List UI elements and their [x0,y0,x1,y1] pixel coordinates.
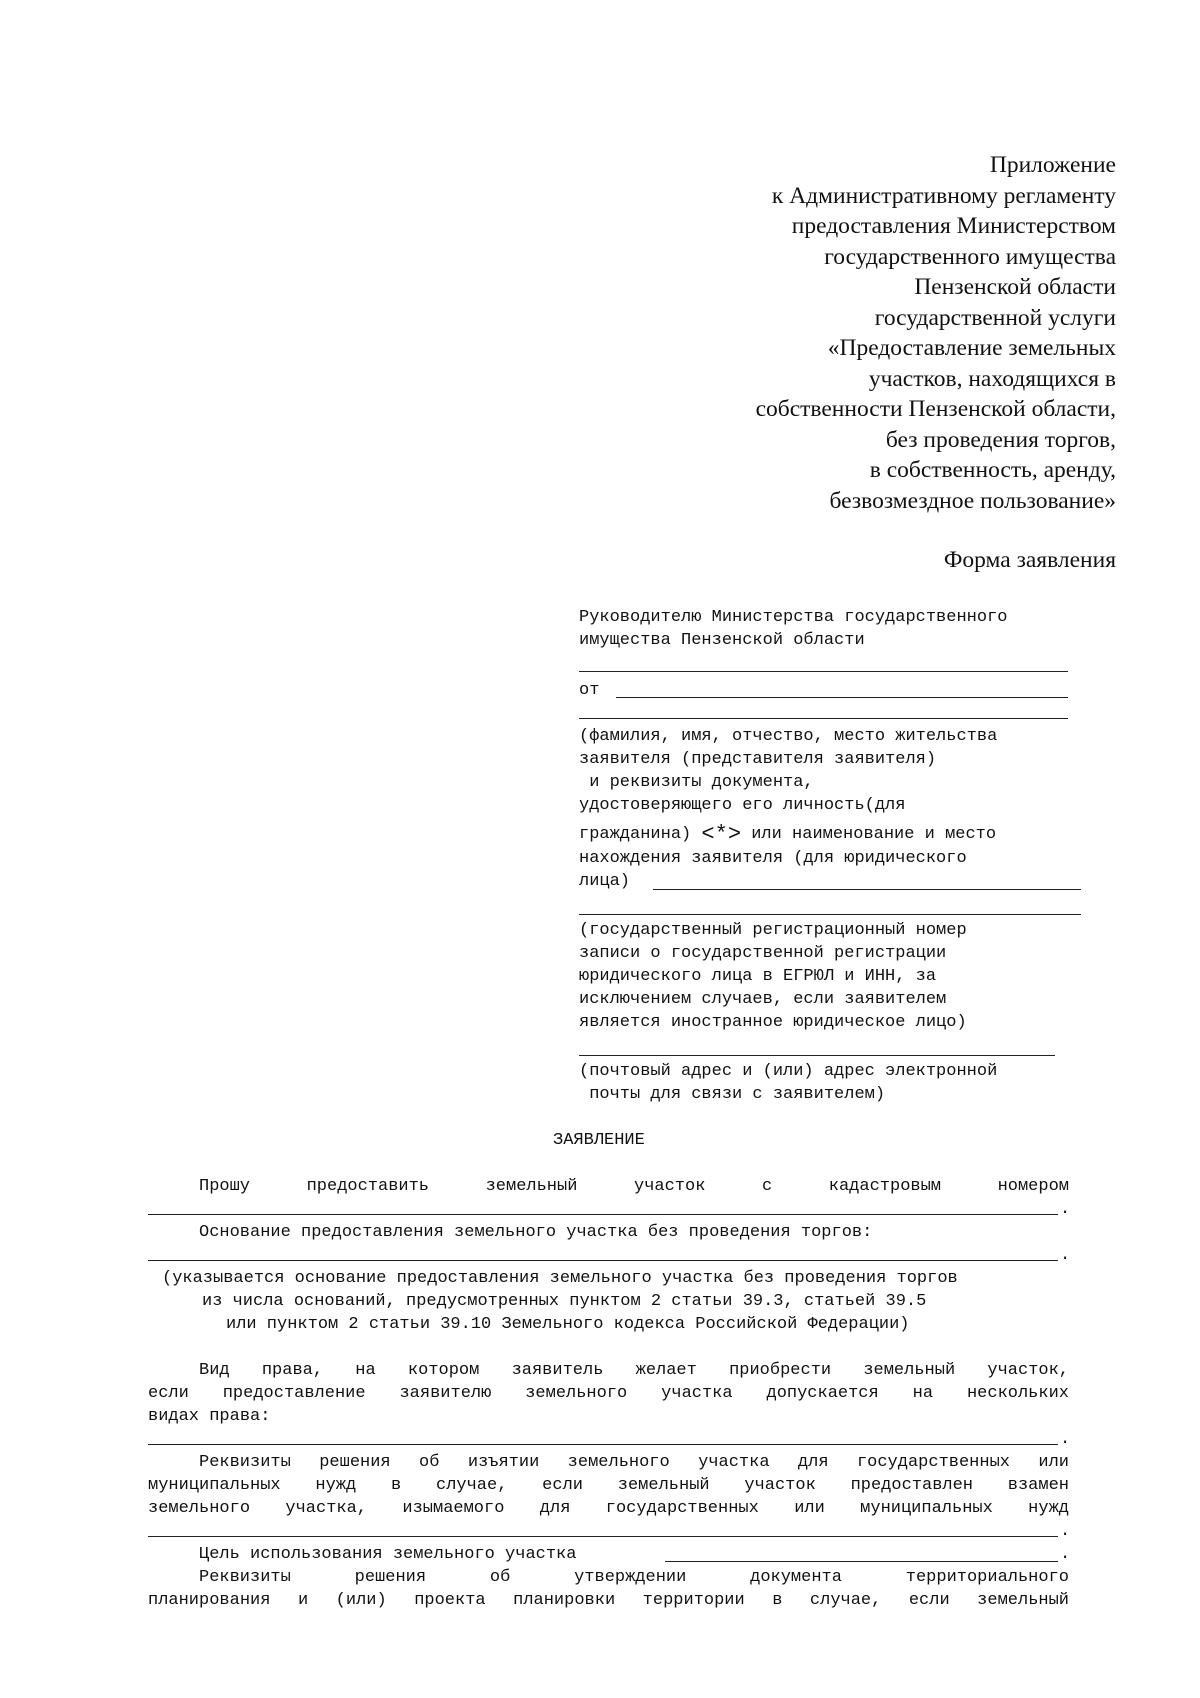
basis-note: (указывается основание предоставления земельного участка без проведения торгов [162,1269,958,1288]
blank-line [148,1214,1058,1215]
applicant-note: и реквизиты документа, [579,773,814,792]
address-note: почты для связи с заявителем) [579,1085,886,1104]
basis-note: из числа оснований, предусмотренных пунктом 2 статьи 39.3, статьей 39.5 [202,1292,927,1311]
blank-line [579,718,1068,719]
paragraph-seizure: земельного участка, изымаемого для государственных или муниципальных нужд [148,1499,1069,1518]
line-period: . [1060,1200,1071,1219]
blank-line [579,1055,1055,1056]
registration-note: юридического лица в ЕГРЮЛ и ИНН, за [579,967,937,986]
blank-line [579,671,1068,672]
line-period: . [1060,1522,1071,1541]
paragraph-seizure: Реквизиты решения об изъятии земельного участка для государственных или [199,1453,1069,1472]
line-period: . [1060,1430,1071,1449]
applicant-note: лица) [579,872,631,891]
address-note: (почтовый адрес и (или) адрес электронной [579,1062,998,1081]
blank-line [616,697,1068,698]
paragraph-right-type: если предоставление заявителю земельного участка допускается на нескольких [148,1384,1069,1403]
applicant-note-part: или наименование и место [741,825,997,844]
applicant-note: (фамилия, имя, отчество, место жительства [579,727,998,746]
applicant-note: удостоверяющего его личность(для [579,796,906,815]
paragraph-planning: Реквизиты решения об утверждении документа территориального [199,1568,1069,1587]
blank-line [579,914,1081,915]
addressee-line: Руководителю Министерства государственного [579,608,1008,627]
blank-line [653,889,1081,890]
paragraph-purpose: Цель использования земельного участка [199,1545,577,1564]
line-period: . [1060,1545,1071,1564]
appendix-line: государственного имущества [824,243,1116,270]
appendix-line: без проведения торгов, [885,426,1116,453]
appendix-line: собственности Пензенской области, [755,396,1116,422]
paragraph-right-type: видах права: [148,1407,271,1426]
from-label: от [579,681,600,700]
registration-note: записи о государственной регистрации [579,944,947,963]
appendix-header [556,150,1116,516]
blank-line [148,1444,1058,1445]
paragraph-seizure: муниципальных нужд в случае, если земельный участок предоставлен взамен [148,1476,1069,1495]
blank-line [148,1536,1058,1537]
paragraph-basis: Основание предоставления земельного участка без проведения торгов: [199,1223,873,1242]
blank-line [665,1561,1058,1562]
applicant-note [579,823,996,846]
paragraph-right-type: Вид права, на котором заявитель желает приобрести земельный участок, [199,1361,1069,1380]
paragraph-cadastral: Прошу предоставить земельный участок с кадастровым номером [199,1177,1069,1196]
registration-note: является иностранное юридическое лицо) [579,1013,967,1032]
applicant-note: нахождения заявителя (для юридического [579,849,967,868]
statement-heading: ЗАЯВЛЕНИЕ [553,1131,645,1150]
appendix-line: Пензенской области [914,274,1116,300]
appendix-line: государственной услуги [874,304,1116,331]
appendix-line: к Административному регламенту [771,182,1116,209]
appendix-line: участков, находящихся в [868,365,1116,392]
form-title: Форма заявления [943,547,1116,573]
registration-note: исключением случаев, если заявителем [579,990,947,1009]
addressee-line: имущества Пензенской области [579,631,865,650]
appendix-line: предоставления Министерством [791,213,1116,239]
appendix-line: безвозмездное пользование» [829,487,1116,514]
registration-note: (государственный регистрационный номер [579,921,967,940]
appendix-line: Приложение [989,152,1116,178]
blank-line [148,1260,1058,1261]
appendix-line: в собственность, аренду, [869,457,1116,483]
paragraph-planning: планирования и (или) проекта планировки территории в случае, если земельный [148,1591,1069,1610]
line-period: . [1060,1246,1071,1265]
appendix-line: «Предоставление земельных [827,335,1116,361]
footnote-marker: <*> [701,822,742,847]
applicant-note-part: гражданина) [579,825,692,844]
applicant-note: заявителя (представителя заявителя) [579,750,937,769]
basis-note: или пунктом 2 статьи 39.10 Земельного кодекса Российской Федерации) [226,1315,910,1334]
